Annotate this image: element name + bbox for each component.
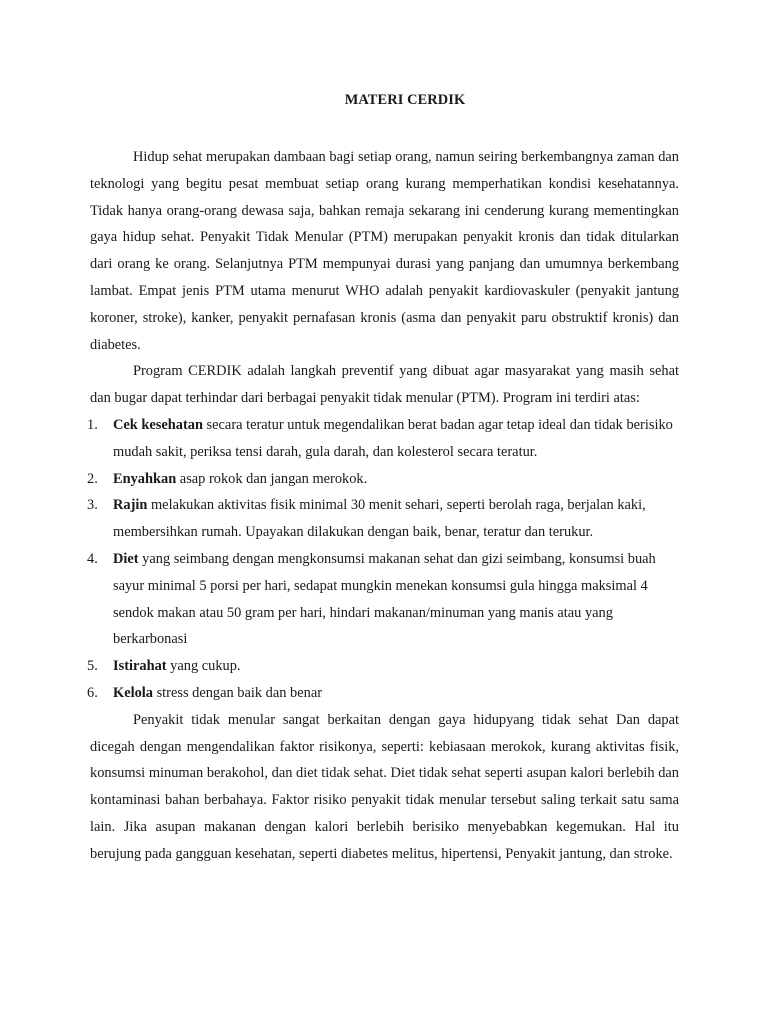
list-item [87, 653, 679, 680]
list-item [87, 492, 679, 546]
list-item-keyword: Cek kesehatan [113, 416, 203, 433]
list-item [87, 466, 679, 493]
list-item-number: 1. [87, 416, 98, 433]
list-item-keyword: Istirahat [113, 658, 167, 675]
list-item-number: 4. [87, 550, 98, 567]
list-item-number: 5. [87, 658, 98, 675]
document-title: MATERI CERDIK [344, 92, 466, 108]
intro-paragraph: Hidup sehat merupakan dambaan bagi setiap orang, namun seiring berkembangnya zaman dan teknologi yang begitu pesat membuat setiap orang kurang memperhatikan kondisi kesehatannya. Tidak hanya orang-orang dewasa saja, bahkan remaja sekarang ini cenderung kurang mementingkan gaya hidup sehat. Penyakit Tidak Menular (PTM) merupakan penyakit kronis dan tidak ditularkan dari orang ke orang. Selanjutnya PTM mempunyai durasi yang panjang dan umumnya berkembang lambat. Empat jenis PTM utama menurut WHO adalah penyakit kardiovaskuler (penyakit jantung koroner, stroke), kanker, penyakit pernafasan kronis (asma dan penyakit paru obstruktif kronis) dan diabetes. [90, 149, 679, 353]
document-body [87, 144, 679, 868]
list-item-keyword: Enyahkan [113, 470, 177, 487]
list-item-keyword: Kelola [113, 684, 153, 701]
list-item-number: 2. [87, 470, 98, 487]
list-item [87, 412, 679, 466]
list-item-text: secara teratur untuk megendalikan berat badan agar tetap ideal dan tidak berisiko mudah sakit, periksa tensi darah, gula darah, dan kolesterol secara teratur. [113, 416, 673, 460]
list-item-number: 3. [87, 497, 98, 514]
list-item-keyword: Diet [113, 550, 139, 567]
list-item-number: 6. [87, 684, 98, 701]
program-paragraph: Program CERDIK adalah langkah preventif yang dibuat agar masyarakat yang masih sehat dan bugar dapat terhindar dari berbagai penyakit tidak menular (PTM). Program ini terdiri atas: [90, 363, 679, 407]
list-item-keyword: Rajin [113, 497, 148, 514]
cerdik-list [87, 412, 679, 707]
closing-paragraph: Penyakit tidak menular sangat berkaitan dengan gaya hidupyang tidak sehat Dan dapat dicegah dengan mengendalikan faktor risikonya, seperti: kebiasaan merokok, kurang aktivitas fisik, konsumsi minuman berakohol, dan diet tidak sehat. Diet tidak sehat seperti asupan kalori berlebih dan kontaminasi bahan berbahaya. Faktor risiko penyakit tidak menular tersebut saling terkait satu sama lain. Jika asupan makanan dengan kalori berlebih berisiko menyebabkan kegemukan. Hal itu berujung pada gangguan kesehatan, seperti diabetes melitus, hipertensi, Penyakit jantung, dan stroke. [90, 711, 679, 862]
list-item-text: yang cukup. [166, 658, 241, 675]
list-item-text: yang seimbang dengan mengkonsumsi makanan sehat dan gizi seimbang, konsumsi buah sayur minimal 5 porsi per hari, sedapat mungkin menekan konsumsi gula hingga maksimal 4 sendok makan atau 50 gram per hari, hindari makanan/minuman yang manis atau yang berkarbonasi [113, 550, 656, 648]
list-item-text: asap rokok dan jangan merokok. [176, 470, 368, 487]
list-item-text: melakukan aktivitas fisik minimal 30 menit sehari, seperti berolah raga, berjalan kaki, membersihkan rumah. Upayakan dilakukan dengan baik, benar, teratur dan terukur. [113, 497, 646, 541]
list-item [87, 546, 679, 653]
list-item [87, 680, 679, 707]
list-item-text: stress dengan baik dan benar [152, 684, 323, 701]
